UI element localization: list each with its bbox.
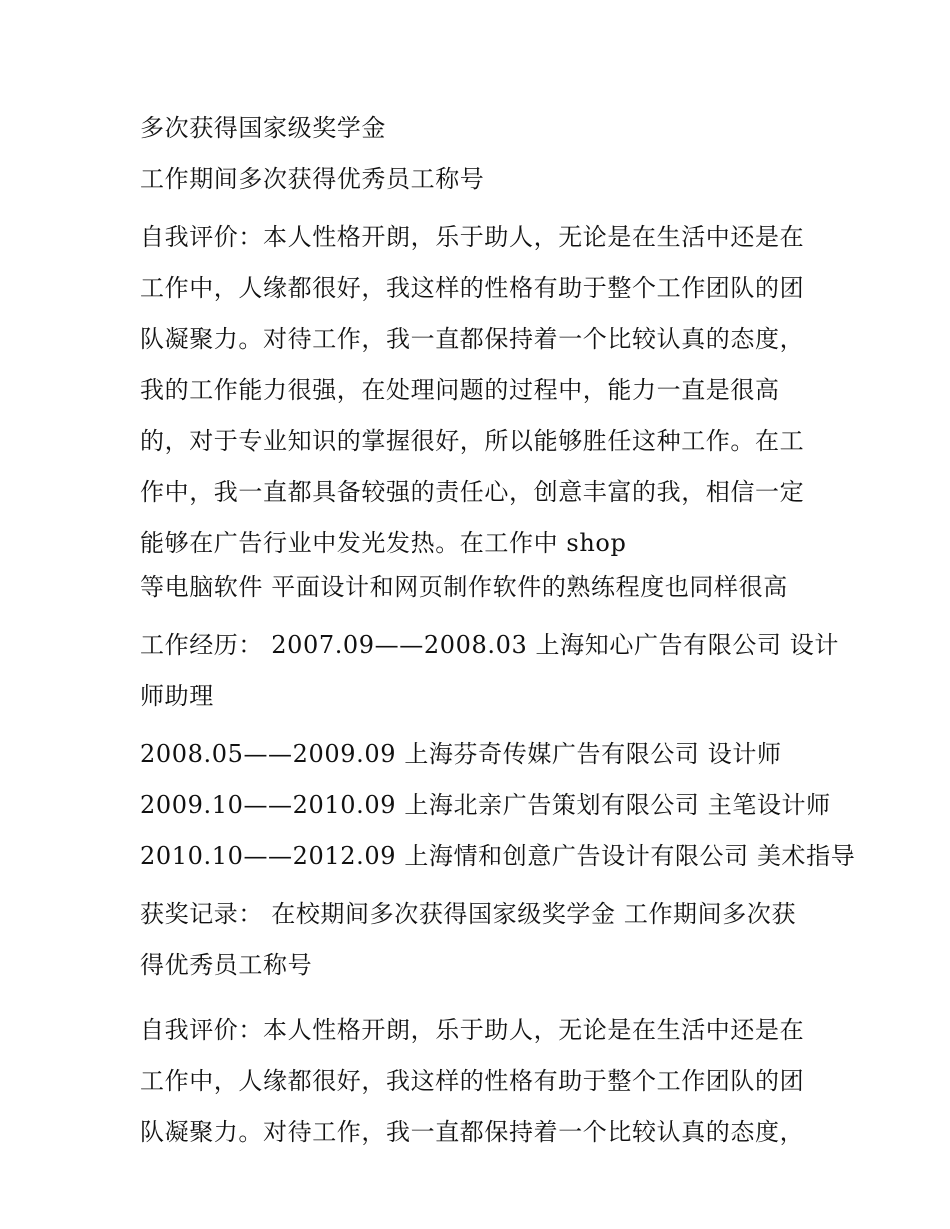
work-experience-paragraph (140, 620, 839, 722)
text-line: 师助理 (140, 682, 214, 710)
text-line: 工作经历： 2007.09——2008.03 上海知心广告有限公司 设计 (140, 631, 839, 659)
text-line: 2009.10——2010.09 上海北亲广告策划有限公司 主笔设计师 (140, 791, 831, 819)
document-body (140, 110, 856, 1158)
self-evaluation-paragraph-repeat (140, 1005, 820, 1158)
awards-paragraph (140, 889, 820, 991)
text-line: 队凝聚力。对待工作，我一直都保持着一个比较认真的态度， (140, 325, 805, 353)
text-line: 自我评价：本人性格开朗，乐于助人，无论是在生活中还是在 (140, 1016, 805, 1044)
text-line: 队凝聚力。对待工作，我一直都保持着一个比较认真的态度， (140, 1118, 805, 1146)
text-line: 我的工作能力很强，在处理问题的过程中，能力一直是很高 (140, 376, 780, 404)
self-evaluation-paragraph (140, 212, 820, 569)
text-line: 得优秀员工称号 (140, 951, 313, 979)
text-line: 等电脑软件 平面设计和网页制作软件的熟练程度也同样很高 (140, 573, 788, 601)
text-line: 的，对于专业知识的掌握很好，所以能够胜任这种工作。在工 (140, 427, 805, 455)
text-line: 工作期间多次获得优秀员工称号 (140, 165, 485, 193)
text-line: 工作中，人缘都很好，我这样的性格有助于整个工作团队的团 (140, 1067, 805, 1095)
text-line: 多次获得国家级奖学金 (140, 114, 386, 142)
text-line: 作中，我一直都具备较强的责任心，创意丰富的我，相信一定 (140, 478, 805, 506)
text-line: 2010.10——2012.09 上海情和创意广告设计有限公司 美术指导 (140, 842, 856, 870)
text-line: 获奖记录： 在校期间多次获得国家级奖学金 工作期间多次获 (140, 900, 797, 928)
text-line: 能够在广告行业中发光发热。在工作中 shop (140, 529, 627, 557)
text-line: 2008.05——2009.09 上海芬奇传媒广告有限公司 设计师 (140, 740, 782, 768)
text-line: 工作中，人缘都很好，我这样的性格有助于整个工作团队的团 (140, 274, 805, 302)
text-line: 自我评价：本人性格开朗，乐于助人，无论是在生活中还是在 (140, 223, 805, 251)
